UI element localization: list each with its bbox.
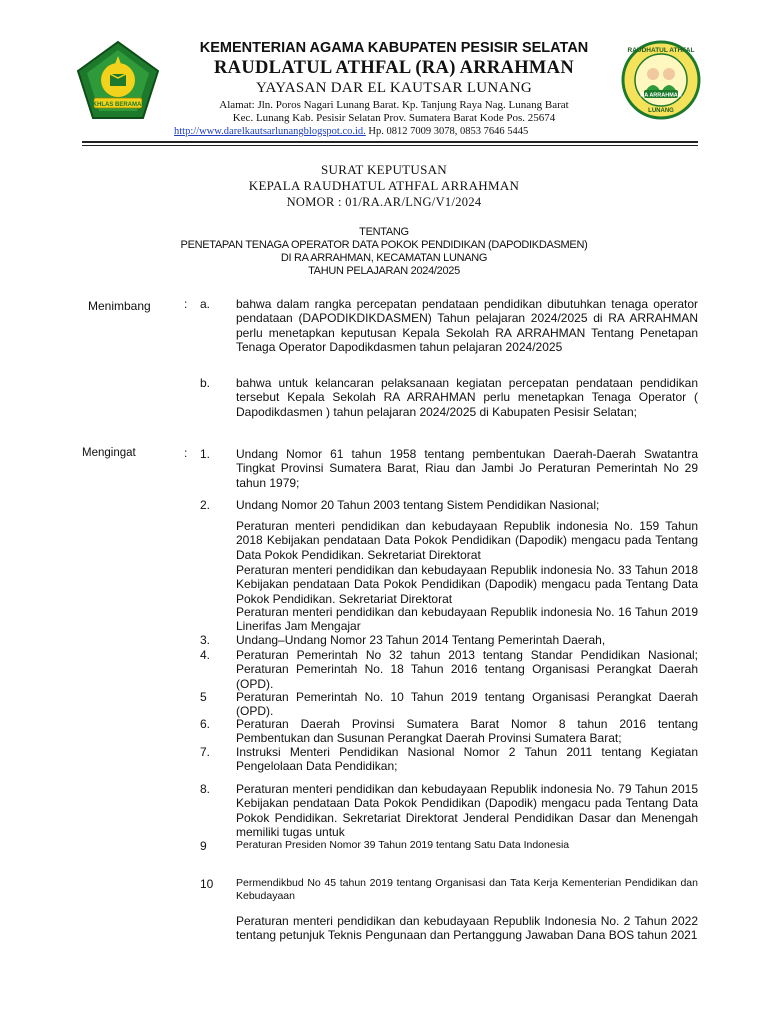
kemenag-logo <box>76 40 160 120</box>
mengingat-colon: : <box>184 446 188 460</box>
mengingat-marker-8: 8. <box>200 782 211 796</box>
mengingat-item-permendikbud-2: Peraturan menteri pendidikan dan kebudayaan Republik Indonesia No. 2 Tahun 2022 tentang petunjuk Teknis Pengunaan dan Pertanggung Jawaban Dana BOS tahun 2021 <box>236 914 698 943</box>
mengingat-marker-6: 6. <box>200 717 211 731</box>
mengingat-label: Mengingat <box>82 447 136 459</box>
mengingat-marker-2: 2. <box>200 498 211 512</box>
mengingat-item-3: Undang–Undang Nomor 23 Tahun 2014 Tentang Pemerintah Daerah, <box>236 633 606 647</box>
address-line-1: Alamat: Jln. Poros Nagari Lunang Barat. Kp. Tanjung Raya Nag. Lunang Barat <box>219 99 569 111</box>
ra-logo-top: RAUDHATUL ATHFAL <box>627 47 695 54</box>
mengingat-item-5: Peraturan Pemerintah No. 10 Tahun 2019 tentang Organisasi Perangkat Daerah (OPD). <box>236 690 698 719</box>
mengingat-item-8: Peraturan menteri pendidikan dan kebudayaan Republik indonesia No. 79 Tahun 2015 Kebijakan pendataan Data Pokok Pendidikan (Dapodik) mengacu pada Tentang Data Pokok Pendidikan. Sekretariat Direktorat Jenderal Pendidikan Dasar dan Menengah memiliki tugas untuk <box>236 782 698 839</box>
mengingat-item-permendikbud-16: Peraturan menteri pendidikan dan kebudayaan Republik indonesia No. 16 Tahun 2019 Linerifas Jam Mengajar <box>236 605 698 634</box>
ra-logo-bottom: LUNANG <box>648 108 674 114</box>
mengingat-marker-3: 3. <box>200 633 211 647</box>
mengingat-item-permendikbud-159: Peraturan menteri pendidikan dan kebudayaan Republik indonesia No. 159 Tahun 2018 Kebijakan pendataan Data Pokok Pendidikan (Dapodik) mengacu pada Tentang Data Pokok Pendidikan. Sekretariat Direktorat <box>236 519 698 562</box>
mengingat-marker-9: 9 <box>200 839 207 853</box>
school-name: RAUDLATUL ATHFAL (RA) ARRAHMAN <box>214 58 574 78</box>
mengingat-item-1: Undang Nomor 61 tahun 1958 tentang pembentukan Daerah-Daerah Swatantra Tingkat Provinsi Sumatera Barat, Riau dan Jambi Jo Peraturan Pemerintah No 29 tahun 1979; <box>236 447 698 490</box>
mengingat-marker-10: 10 <box>200 877 214 891</box>
mengingat-item-10: Permendikbud No 45 tahun 2019 tentang Organisasi dan Tata Kerja Kementerian Pendidikan dan Kebudayaan <box>236 877 698 902</box>
mengingat-item-7: Instruksi Menteri Pendidikan Nasional Nomor 2 Tahun 2011 tentang Kegiatan Pengelolaan Data Pendidikan; <box>236 745 698 774</box>
mengingat-marker-7: 7. <box>200 745 211 759</box>
menimbang-marker-a: a. <box>200 297 211 311</box>
mengingat-item-9: Peraturan Presiden Nomor 39 Tahun 2019 tentang Satu Data Indonesia <box>236 839 570 851</box>
mengingat-marker-5: 5 <box>200 690 207 704</box>
decree-about-line-3: TAHUN PELAJARAN 2024/2025 <box>308 265 460 277</box>
menimbang-item-b: bahwa untuk kelancaran pelaksanaan kegiatan percepatan pendataan pendidikan tersebut Kepala Sekolah RA ARRAHMAN perlu menetapkan Tenaga Operator ( Dapodikdasmen ) tahun pelajaran 2024/2025 di Kabupaten Pesisir Selatan; <box>236 376 698 419</box>
kemenag-ribbon-text: IKHLAS BERAMAL <box>91 102 145 108</box>
letterhead-divider-thick <box>82 141 698 143</box>
decree-about-line-2: DI RA ARRAHMAN, KECAMATAN LUNANG <box>280 252 488 264</box>
contact-line <box>174 126 528 137</box>
mengingat-marker-1: 1. <box>200 447 211 461</box>
decree-number: NOMOR : 01/RA.AR/LNG/V1/2024 <box>286 195 482 209</box>
mengingat-item-2: Undang Nomor 20 Tahun 2003 tentang Sistem Pendidikan Nasional; <box>236 498 600 512</box>
mengingat-marker-4: 4. <box>200 648 211 662</box>
mengingat-item-6: Peraturan Daerah Provinsi Sumatera Barat Nomor 8 tahun 2016 tentang Pembentukan dan Susunan Perangkat Daerah Provinsi Sumatera Barat; <box>236 717 698 746</box>
decree-title: SURAT KEPUTUSAN <box>321 162 447 177</box>
ra-logo-banner: RA ARRAHMAN <box>640 92 682 99</box>
mengingat-item-4: Peraturan Pemerintah No 32 tahun 2013 tentang Standar Pendidikan Nasional; Peraturan Pemerintah No. 18 Tahun 2016 tentang Organisasi Perangkat Daerah (OPD). <box>236 648 698 691</box>
letterhead-divider-thin <box>82 145 698 146</box>
decree-about-heading: TENTANG <box>359 226 409 238</box>
ministry-name: KEMENTERIAN AGAMA KABUPATEN PESISIR SELATAN <box>199 40 589 56</box>
address-line-2: Kec. Lunang Kab. Pesisir Selatan Prov. Sumatera Barat Kode Pos. 25674 <box>232 112 556 124</box>
mengingat-item-permendikbud-33: Peraturan menteri pendidikan dan kebudayaan Republik indonesia No. 33 Tahun 2018 Kebijakan pendataan Data Pokok Pendidikan (Dapodik) mengacu pada Tentang Data Pokok Pendidikan. Sekretariat Direktorat <box>236 563 698 606</box>
raudhatul-athfal-logo <box>620 40 702 120</box>
website-link[interactable]: http://www.darelkautsarlunangblogspot.co.id. <box>174 126 366 137</box>
menimbang-colon: : <box>184 297 188 311</box>
decree-about-line-1: PENETAPAN TENAGA OPERATOR DATA POKOK PENDIDIKAN (DAPODIKDASMEN) <box>180 239 588 251</box>
foundation-name: YAYASAN DAR EL KAUTSAR LUNANG <box>256 80 532 96</box>
phone-numbers: Hp. 0812 7009 3078, 0853 7646 5445 <box>365 126 529 137</box>
menimbang-marker-b: b. <box>200 376 211 390</box>
decree-subtitle: KEPALA RAUDHATUL ATHFAL ARRAHMAN <box>248 178 520 193</box>
menimbang-label: Menimbang <box>88 299 151 313</box>
menimbang-item-a: bahwa dalam rangka percepatan pendataan pendidikan dibutuhkan tenaga operator pendataan (DAPODIKDIKDASMEN) Tahun pelajaran 2024/2025 di RA ARRAHMAN perlu menetapkan keputusan Kepala Sekolah RA ARRAHMAN Tentang Penetapan Tenaga Operator Dapodikdasmen tahun pelajaran 2024/2025 <box>236 297 698 354</box>
